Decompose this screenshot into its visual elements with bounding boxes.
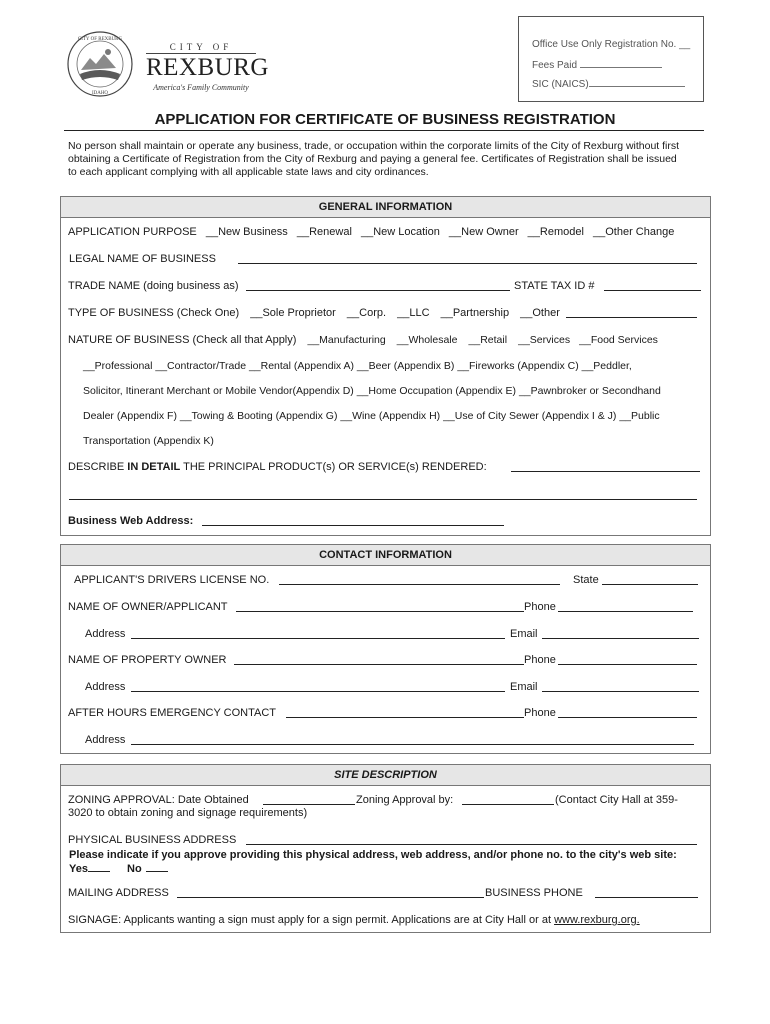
license-state-label: State — [573, 574, 599, 586]
describe-label: DESCRIBE IN DETAIL THE PRINCIPAL PRODUCT(s) OR SERVICE(s) RENDERED: — [68, 461, 487, 473]
office-registration-no: Office Use Only Registration No. __ — [532, 39, 691, 50]
city-of-label: CITY OF — [169, 42, 233, 52]
physical-address-label: PHYSICAL BUSINESS ADDRESS — [68, 834, 237, 846]
nature-row-3[interactable]: Solicitor, Itinerant Merchant or Mobile Vendor(Appendix D) __Home Occupation (Appendix E) __Pawnbroker or Secondhand — [83, 385, 661, 397]
property-phone-field[interactable] — [558, 664, 697, 665]
zoning-date-label: ZONING APPROVAL: Date Obtained — [68, 794, 249, 806]
office-use-box — [518, 16, 704, 102]
property-address-field[interactable] — [131, 691, 505, 692]
license-field[interactable] — [279, 584, 560, 585]
nature-retail[interactable]: __Retail — [468, 334, 508, 346]
city-name-logo: REXBURG — [146, 54, 269, 81]
describe-field[interactable] — [511, 471, 700, 472]
business-type-row — [68, 307, 560, 319]
owner-address-label: Address — [85, 628, 126, 640]
nature-row-1 — [68, 334, 658, 346]
web-address-field[interactable] — [202, 525, 504, 526]
mailing-address-label: MAILING ADDRESS — [68, 887, 169, 899]
type-corp[interactable]: __Corp. — [346, 307, 387, 319]
owner-label: NAME OF OWNER/APPLICANT — [68, 601, 228, 613]
business-phone-field[interactable] — [595, 897, 698, 898]
application-purpose-label: APPLICATION PURPOSE — [68, 226, 197, 238]
legal-name-label: LEGAL NAME OF BUSINESS — [69, 253, 216, 265]
property-owner-field[interactable] — [234, 664, 524, 665]
property-email-label: Email — [510, 681, 538, 693]
owner-email-field[interactable] — [542, 638, 699, 639]
general-information-heading: GENERAL INFORMATION — [61, 197, 710, 218]
legal-name-field[interactable] — [238, 263, 697, 264]
purpose-renewal[interactable]: __Renewal — [296, 226, 352, 238]
website-approval-note: Please indicate if you approve providing this physical address, web address, and/or phone no. to the city's web site: — [69, 849, 677, 861]
state-tax-label: STATE TAX ID # — [514, 280, 595, 292]
title-rule — [64, 130, 704, 131]
emergency-address-field[interactable] — [131, 744, 694, 745]
trade-name-label: TRADE NAME (doing business as) — [68, 280, 239, 292]
website-approval-options — [69, 862, 168, 875]
office-fees-paid: Fees Paid — [532, 58, 662, 71]
application-purpose-row — [68, 226, 674, 238]
purpose-new-owner[interactable]: __New Owner — [448, 226, 519, 238]
site-description-heading: SITE DESCRIPTION — [61, 765, 710, 786]
nature-label: NATURE OF BUSINESS (Check all that Apply) — [68, 334, 297, 346]
purpose-new-business[interactable]: __New Business — [205, 226, 288, 238]
zoning-note: 3020 to obtain zoning and signage requirements) — [68, 807, 308, 819]
form-title: APPLICATION FOR CERTIFICATE OF BUSINESS REGISTRATION — [154, 111, 616, 128]
type-llc[interactable]: __LLC — [397, 307, 430, 319]
signage-note: SIGNAGE: Applicants wanting a sign must apply for a sign permit. Applications are at City Hall or at www.rexburg.org. — [68, 914, 640, 926]
nature-row-4[interactable]: Dealer (Appendix F) __Towing & Booting (Appendix G) __Wine (Appendix H) __Use of City Sewer (Appendix I & J) __Public — [83, 410, 660, 422]
trade-name-field[interactable] — [246, 290, 510, 291]
zoning-approval-field[interactable] — [462, 804, 554, 805]
emergency-address-label: Address — [85, 734, 126, 746]
business-phone-label: BUSINESS PHONE — [485, 887, 583, 899]
type-partnership[interactable]: __Partnership — [440, 307, 510, 319]
approve-yes-field[interactable] — [88, 862, 110, 872]
approve-yes-label: Yes — [69, 863, 88, 875]
owner-email-label: Email — [510, 628, 538, 640]
general-information-section — [60, 196, 711, 536]
owner-address-field[interactable] — [131, 638, 505, 639]
type-sole-proprietor[interactable]: __Sole Proprietor — [250, 307, 336, 319]
nature-manufacturing[interactable]: __Manufacturing — [307, 334, 386, 346]
city-seal-logo — [66, 30, 134, 98]
license-state-field[interactable] — [602, 584, 698, 585]
svg-text:CITY OF REXBURG: CITY OF REXBURG — [77, 37, 123, 42]
web-address-label: Business Web Address: — [68, 515, 194, 527]
property-phone-label: Phone — [524, 654, 556, 666]
emergency-phone-field[interactable] — [558, 717, 697, 718]
emergency-phone-label: Phone — [524, 707, 556, 719]
property-owner-label: NAME OF PROPERTY OWNER — [68, 654, 227, 666]
mailing-address-field[interactable] — [177, 897, 484, 898]
rexburg-website-link[interactable]: www.rexburg.org. — [554, 914, 640, 926]
contact-information-section — [60, 544, 711, 754]
contact-city-hall: (Contact City Hall at 359- — [555, 794, 678, 806]
property-address-label: Address — [85, 681, 126, 693]
contact-information-heading: CONTACT INFORMATION — [61, 545, 710, 566]
type-other-field[interactable] — [566, 317, 697, 318]
nature-services[interactable]: __Services — [518, 334, 571, 346]
nature-food-services[interactable]: __Food Services — [579, 334, 658, 346]
property-email-field[interactable] — [542, 691, 699, 692]
state-tax-field[interactable] — [604, 290, 701, 291]
zoning-date-field[interactable] — [263, 804, 355, 805]
emergency-contact-label: AFTER HOURS EMERGENCY CONTACT — [68, 707, 276, 719]
office-sic: SIC (NAICS) — [532, 77, 685, 90]
purpose-other-change[interactable]: __Other Change — [593, 226, 675, 238]
owner-phone-label: Phone — [524, 601, 556, 613]
site-description-section — [60, 764, 711, 933]
owner-field[interactable] — [236, 611, 524, 612]
approve-no-label: No — [127, 863, 142, 875]
zoning-approval-label: Zoning Approval by: — [356, 794, 454, 806]
describe-field-line-2[interactable] — [69, 499, 697, 500]
city-tagline: America's Family Community — [153, 83, 249, 92]
svg-text:IDAHO: IDAHO — [91, 91, 109, 96]
physical-address-field[interactable] — [246, 844, 697, 845]
license-label: APPLICANT'S DRIVERS LICENSE NO. — [74, 574, 270, 586]
intro-paragraph: No person shall maintain or operate any business, trade, or occupation within the corporate limits of the City of Rexburg without first obtaining a Certificate of Registration from the City of Rexburg and paying a general fee. Certificates of Registration shall be issued to each applicant complying with all applicable state laws and city ordinances. — [68, 140, 680, 178]
owner-phone-field[interactable] — [558, 611, 693, 612]
nature-row-5[interactable]: Transportation (Appendix K) — [83, 435, 214, 447]
nature-wholesale[interactable]: __Wholesale — [396, 334, 458, 346]
nature-row-2[interactable]: __Professional __Contractor/Trade __Rental (Appendix A) __Beer (Appendix B) __Fireworks (Appendix C) __Peddler, — [83, 360, 632, 372]
approve-no-field[interactable] — [146, 862, 168, 872]
type-other[interactable]: __Other — [520, 307, 560, 319]
purpose-remodel[interactable]: __Remodel — [527, 226, 584, 238]
purpose-new-location[interactable]: __New Location — [360, 226, 440, 238]
business-type-label: TYPE OF BUSINESS (Check One) — [68, 307, 240, 319]
emergency-contact-field[interactable] — [286, 717, 524, 718]
